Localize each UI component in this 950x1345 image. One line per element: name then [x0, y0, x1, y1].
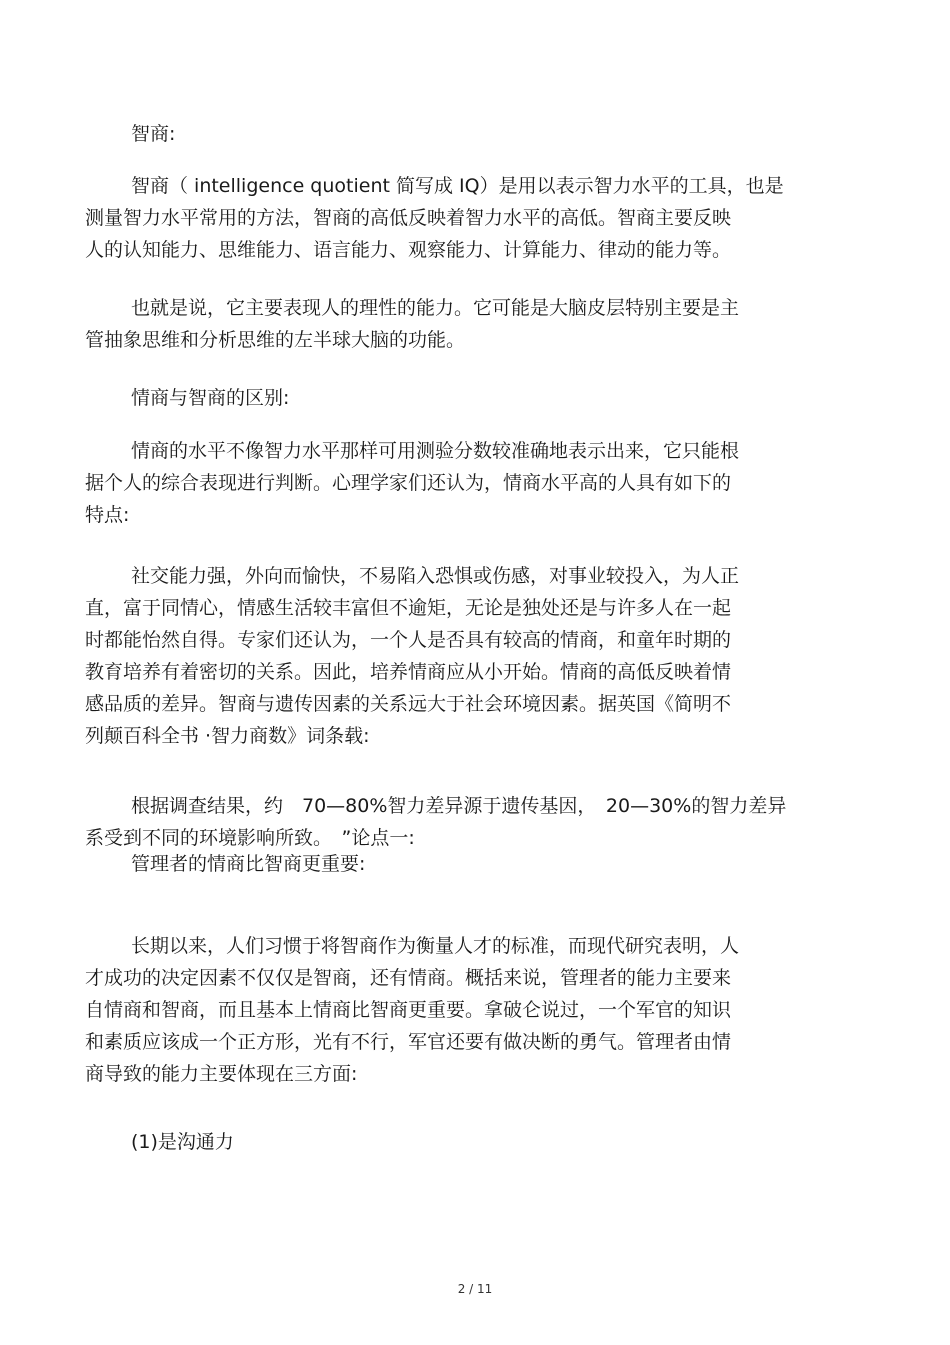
paragraph-iq-heading	[85, 118, 825, 150]
text-line: (1)是沟通力	[131, 1131, 234, 1153]
text-line: 据个人的综合表现进行判断。心理学家们还认为，情商水平高的人具有如下的	[85, 472, 732, 494]
text-line: 自情商和智商，而且基本上情商比智商更重要。拿破仑说过，一个军官的知识	[85, 999, 732, 1021]
text-line: 人的认知能力、思维能力、语言能力、观察能力、计算能力、律动的能力等。	[85, 239, 732, 261]
text-line: 智商:	[131, 123, 176, 145]
text-line: 智商（ intelligence quotient 简写成 IQ）是用以表示智力水平的工具，也是	[131, 175, 784, 197]
text-line: 列颠百科全书 ·智力商数》词条载:	[85, 725, 370, 747]
text-line: 系受到不同的环境影响所致。 ”论点一:	[85, 827, 415, 849]
text-line: 时都能怡然自得。专家们还认为，一个人是否具有较高的情商，和童年时期的	[85, 629, 732, 651]
paragraph-iq-definition	[85, 170, 825, 266]
paragraph-iq-rational	[85, 292, 825, 356]
paragraph-manager-heading	[85, 848, 825, 880]
text-line: 教育培养有着密切的关系。因此，培养情商应从小开始。情商的高低反映着情	[85, 661, 732, 683]
text-line: 直，富于同情心，情感生活较丰富但不逾矩，无论是独处还是与许多人在一起	[85, 597, 732, 619]
paragraph-difference-heading	[85, 382, 825, 414]
paragraph-survey-quote	[85, 790, 825, 854]
page-indicator: 2 / 11	[457, 1282, 493, 1296]
paragraph-eq-measurement	[85, 435, 825, 531]
text-line: 才成功的决定因素不仅仅是智商，还有情商。概括来说，管理者的能力主要来	[85, 967, 732, 989]
text-line: 测量智力水平常用的方法，智商的高低反映着智力水平的高低。智商主要反映	[85, 207, 732, 229]
text-line: 情商与智商的区别:	[131, 387, 290, 409]
text-line: 管理者的情商比智商更重要:	[131, 853, 366, 875]
text-line: 感品质的差异。智商与遗传因素的关系远大于社会环境因素。据英国《简明不	[85, 693, 732, 715]
paragraph-eq-traits	[85, 560, 825, 752]
text-line: 商导致的能力主要体现在三方面:	[85, 1063, 358, 1085]
paragraph-list-item-communication	[85, 1126, 825, 1158]
text-line: 管抽象思维和分析思维的左半球大脑的功能。	[85, 329, 466, 351]
text-line: 和素质应该成一个正方形，光有不行，军官还要有做决断的勇气。管理者由情	[85, 1031, 732, 1053]
text-line: 也就是说，它主要表现人的理性的能力。它可能是大脑皮层特别主要是主	[131, 297, 740, 319]
text-line: 情商的水平不像智力水平那样可用测验分数较准确地表示出来，它只能根	[131, 440, 740, 462]
text-line: 社交能力强，外向而愉快，不易陷入恐惧或伤感，对事业较投入，为人正	[131, 565, 740, 587]
text-line: 根据调查结果，约 70—80%智力差异源于遗传基因， 20—30%的智力差异	[131, 795, 787, 817]
text-line: 特点:	[85, 504, 130, 526]
paragraph-manager-eq	[85, 930, 825, 1090]
text-line: 长期以来，人们习惯于将智商作为衡量人才的标准，而现代研究表明，人	[131, 935, 740, 957]
